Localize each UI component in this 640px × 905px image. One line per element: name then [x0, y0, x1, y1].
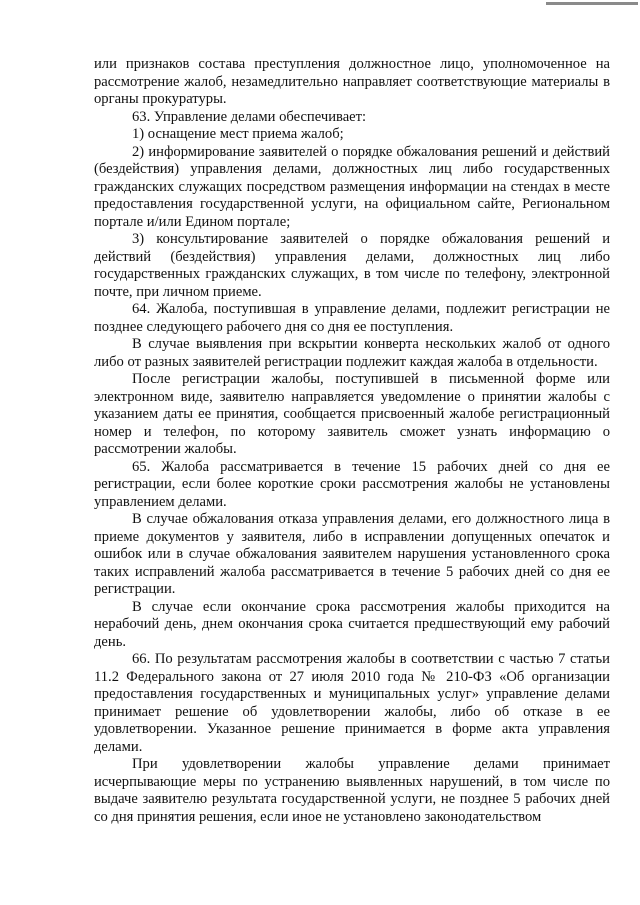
paragraph-continuation: или признаков состава преступления должностное лицо, уполномоченное на рассмотрение жалоб, незамедлительно направляет соответствующие материалы в органы прокуратуры. [94, 56, 610, 107]
paragraph-63-item-3: 3) консультирование заявителей о порядке обжалования решений и действий (бездействия) управления делами, должностных лиц либо государственных гражданских служащих, в том числе по телефону, электронной почте, при личном приеме. [94, 231, 610, 300]
paragraph-63-item-1: 1) оснащение мест приема жалоб; [132, 126, 344, 142]
paragraph-65-nonworking-day: В случае если окончание срока рассмотрения жалобы приходится на нерабочий день, днем окончания срока считается предшествующий ему рабочий день. [94, 598, 610, 650]
paragraph-64-multiple-complaints: В случае выявления при вскрытии конверта нескольких жалоб от одного либо от разных заявителей регистрации подлежит каждая жалоба в отдельности. [94, 336, 610, 370]
paragraph-64: 64. Жалоба, поступившая в управление делами, подлежит регистрации не позднее следующего рабочего дня со дня ее поступления. [94, 301, 610, 335]
paragraph-66: 66. По результатам рассмотрения жалобы в соответствии с частью 7 статьи 11.2 Федерального закона от 27 июля 2010 года № 210-ФЗ «Об организации предоставления государственных и муниципальных услуг» управление делами принимает решение об удовлетворении жалобы, либо об отказе в ее удовлетворении. Указанное решение принимается в форме акта управления делами. [94, 651, 610, 755]
paragraph-64-notification: После регистрации жалобы, поступившей в письменной форме или электронном виде, заявителю направляется уведомление о принятии жалобы с указанием даты ее принятия, сообщается присвоенный жалобе регистрационный номер и телефон, по которому заявитель сможет узнать информацию о рассмотрении жалобы. [94, 371, 610, 457]
document-body [94, 56, 610, 826]
paragraph-65-refusal-appeal: В случае обжалования отказа управления делами, его должностного лица в приеме документов у заявителя, либо в исправлении допущенных опечаток и ошибок или в случае обжалования заявителем нарушения установленного срока таких исправлений жалоба рассматривается в течение 5 рабочих дней со дня ее регистрации. [94, 511, 610, 597]
scan-edge-mark [546, 2, 638, 5]
paragraph-63-heading: 63. Управление делами обеспечивает: [132, 108, 367, 125]
paragraph-65: 65. Жалоба рассматривается в течение 15 рабочих дней со дня ее регистрации, если более короткие сроки рассмотрения жалобы не установлены управлением делами. [94, 458, 610, 510]
paragraph-66-satisfaction: При удовлетворении жалобы управление делами принимает исчерпывающие меры по устранению выявленных нарушений, в том числе по выдаче заявителю результата государственной услуги, не позднее 5 рабочих дней со дня принятия решения, если иное не установлено законодательством [94, 756, 610, 825]
paragraph-63-item-2: 2) информирование заявителей о порядке обжалования решений и действий (бездействия) управления делами, должностных лиц либо государственных гражданских служащих посредством размещения информации на стендах в месте предоставления государственной услуги, на официальном сайте, Региональном портале и/или Едином портале; [94, 143, 610, 230]
